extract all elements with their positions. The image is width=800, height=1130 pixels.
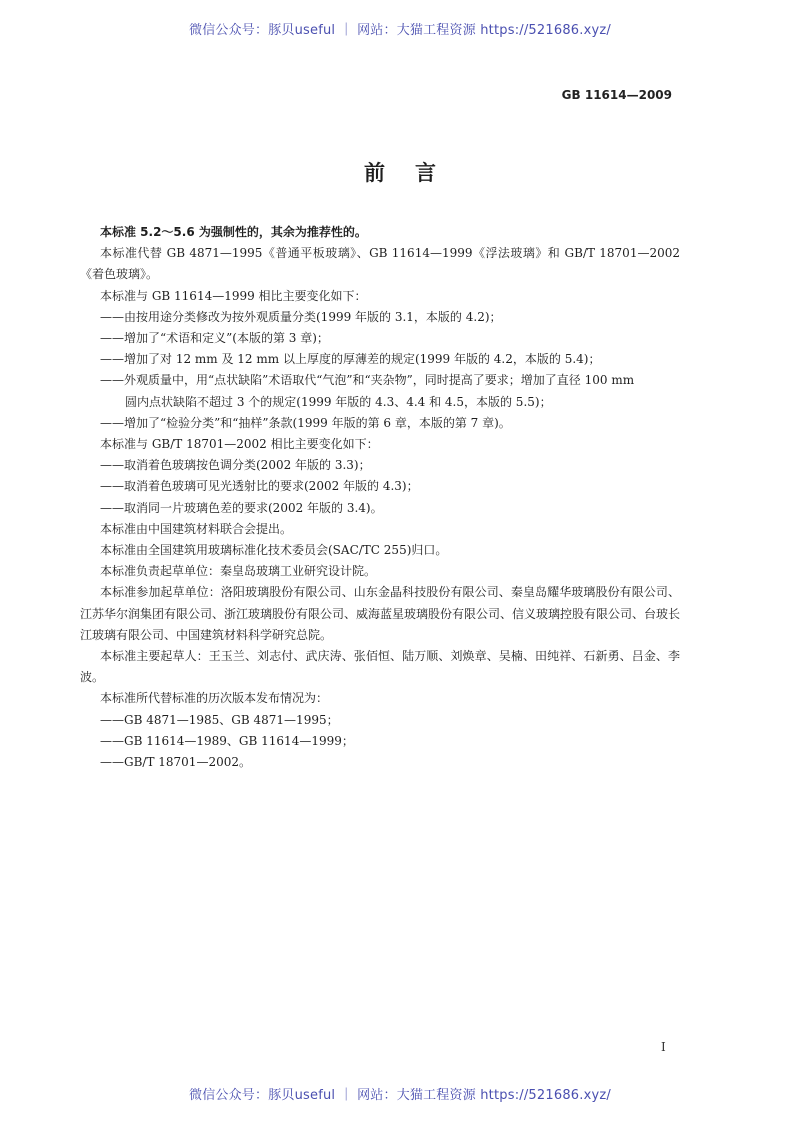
list-item: ——由按用途分类修改为按外观质量分类(1999 年版的 3.1，本版的 4.2)； bbox=[100, 309, 502, 324]
paragraph-replaces: 本标准代替 GB 4871—1995《普通平板玻璃》、GB 11614—1999《浮法玻璃》和 GB/T 18701—2002《着色玻璃》。 bbox=[80, 246, 680, 282]
paragraph-committee: 本标准由全国建筑用玻璃标准化技术委员会(SAC/TC 255)归口。 bbox=[100, 543, 448, 558]
list-item: ——GB/T 18701—2002。 bbox=[100, 755, 251, 770]
paragraph-main-drafters: 本标准主要起草人：王玉兰、刘志付、武庆涛、张佰恒、陆万顺、刘焕章、吴楠、田纯祥、石新勇、吕金、李波。 bbox=[80, 649, 680, 685]
document-body bbox=[80, 222, 680, 773]
page-number: I bbox=[661, 1040, 666, 1054]
paragraph-previous-editions: 本标准所代替标准的历次版本发布情况为： bbox=[100, 691, 329, 706]
list-item: ——取消着色玻璃按色调分类(2002 年版的 3.3)； bbox=[100, 458, 371, 473]
list-item: ——增加了“术语和定义”(本版的第 3 章)； bbox=[100, 331, 329, 346]
page-title: 前言 bbox=[364, 161, 466, 185]
paragraph-changes-gb11614: 本标准与 GB 11614—1999 相比主要变化如下： bbox=[100, 288, 367, 303]
list-item: ——外观质量中，用“点状缺陷”术语取代“气泡”和“夹杂物”，同时提高了要求；增加了直径 100 mm bbox=[100, 373, 635, 388]
paragraph-lead-drafter: 本标准负责起草单位：秦皇岛玻璃工业研究设计院。 bbox=[100, 564, 377, 579]
list-item: ——取消同一片玻璃色差的要求(2002 年版的 3.4)。 bbox=[100, 500, 383, 515]
paragraph-mandatory-clauses: 本标准 5.2～5.6 为强制性的，其余为推荐性的。 bbox=[100, 225, 367, 239]
paragraph-proposer: 本标准由中国建筑材料联合会提出。 bbox=[100, 521, 293, 536]
list-item-continuation: 圆内点状缺陷不超过 3 个的规定(1999 年版的 4.3、4.4 和 4.5，本版的 5.5)； bbox=[125, 394, 552, 409]
watermark-bottom: 微信公众号：豚贝useful ｜ 网站：大猫工程资源 https://521686.xyz/ bbox=[189, 1088, 611, 1103]
paragraph-changes-gbt18701: 本标准与 GB/T 18701—2002 相比主要变化如下： bbox=[100, 437, 379, 452]
list-item: ——GB 4871—1985、GB 4871—1995； bbox=[100, 712, 339, 727]
paragraph-participating-drafters: 本标准参加起草单位：洛阳玻璃股份有限公司、山东金晶科技股份有限公司、秦皇岛耀华玻璃股份有限公司、江苏华尔润集团有限公司、浙江玻璃股份有限公司、威海蓝星玻璃股份有限公司、信义玻璃控股有限公司、台玻长江玻璃有限公司、中国建筑材料科学研究总院。 bbox=[80, 585, 681, 642]
document-code: GB 11614—2009 bbox=[561, 88, 672, 102]
watermark-top: 微信公众号：豚贝useful ｜ 网站：大猫工程资源 https://521686.xyz/ bbox=[189, 23, 611, 38]
list-item: ——取消着色玻璃可见光透射比的要求(2002 年版的 4.3)； bbox=[100, 479, 419, 494]
list-item: ——增加了“检验分类”和“抽样”条款(1999 年版的第 6 章，本版的第 7 章)。 bbox=[100, 415, 511, 430]
list-item: ——增加了对 12 mm 及 12 mm 以上厚度的厚薄差的规定(1999 年版的 4.2，本版的 5.4)； bbox=[100, 352, 601, 367]
list-item: ——GB 11614—1989、GB 11614—1999； bbox=[100, 733, 354, 748]
